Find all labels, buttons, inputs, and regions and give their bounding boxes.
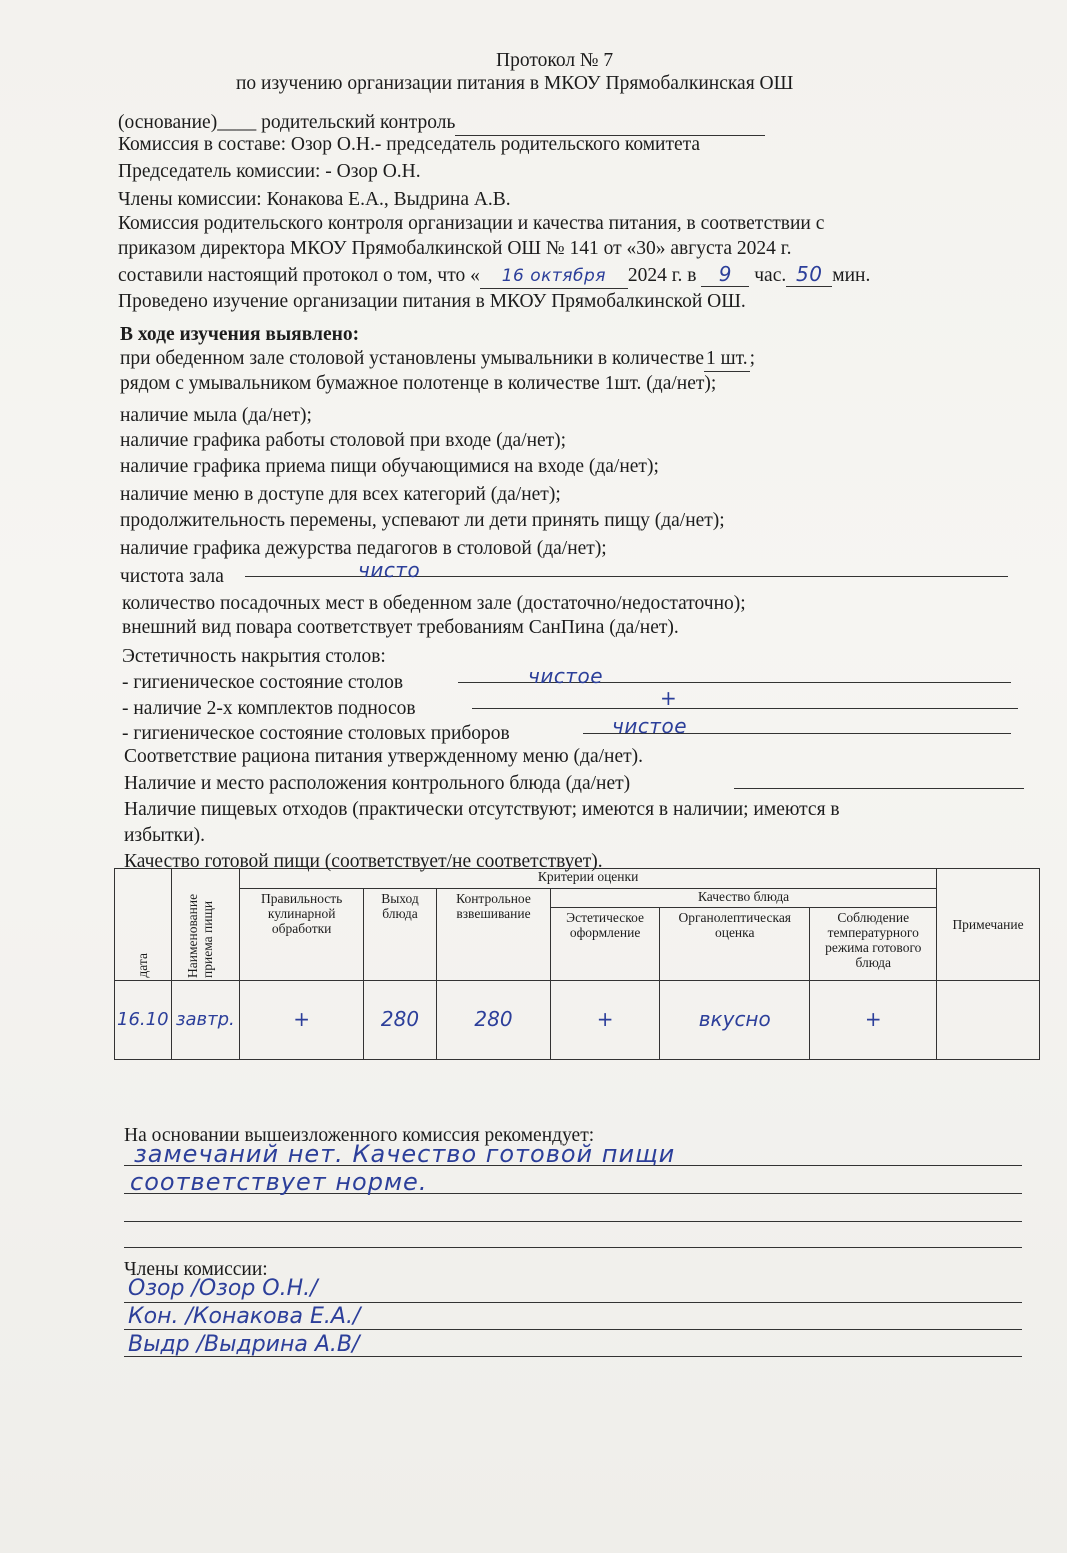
cell-meal: завтр. xyxy=(171,980,240,1059)
check-duty: наличие графика дежурства педагогов в столовой (да/нет); xyxy=(120,538,607,559)
signature-2: Кон. /Конакова Е.А./ xyxy=(128,1304,361,1329)
check-tables: - гигиеническое состояние столов xyxy=(122,672,404,693)
intro-line-4: Проведено изучение организации питания в МКОУ Прямобалкинской ОШ. xyxy=(118,291,746,312)
signatures-label: Члены комиссии: xyxy=(124,1259,268,1280)
cell-yield: 280 xyxy=(364,980,437,1059)
cutlery-handwritten: чистое xyxy=(612,714,688,738)
check-cook: внешний вид повара соответствует требованиям СанПина (да/нет). xyxy=(122,617,679,638)
check-aesthetics: Эстетичность накрытия столов: xyxy=(122,646,386,667)
signature-1: Озор /Озор О.Н./ xyxy=(128,1276,318,1301)
check-meal-schedule: наличие графика приема пищи обучающимися на входе (да/нет); xyxy=(120,456,659,477)
cell-temperature: + xyxy=(810,980,937,1059)
header-organoleptic: Органолептическая оценка xyxy=(660,907,810,980)
header-quality: Качество блюда xyxy=(551,889,937,907)
check-ration: Соответствие рациона питания утвержденному меню (да/нет). xyxy=(124,746,643,767)
header-yield: Выход блюда xyxy=(364,889,437,980)
header-aesthetic: Эстетическое оформление xyxy=(551,907,660,980)
check-waste-2: избытки). xyxy=(124,825,205,846)
check-towel: рядом с умывальником бумажное полотенце в количестве 1шт. (да/нет); xyxy=(120,373,717,394)
header-temperature: Соблюдение температурного режима готового блюда xyxy=(810,907,937,980)
recommendation-line-2: соответствует норме. xyxy=(130,1168,428,1196)
check-schedule: наличие графика работы столовой при входе (да/нет); xyxy=(120,430,567,451)
findings-heading: В ходе изучения выявлено: xyxy=(120,324,360,345)
date-handwritten: 16 октября xyxy=(480,264,628,289)
check-hall-cleanliness: чистота зала xyxy=(120,566,224,587)
protocol-title: Протокол № 7 xyxy=(496,50,614,71)
cell-culinary: + xyxy=(240,980,364,1059)
chair-line: Председатель комиссии: - Озор О.Н. xyxy=(118,161,421,182)
basis-line: (основание)____ родительский контроль xyxy=(118,111,765,136)
tables-handwritten: чистое xyxy=(528,664,604,688)
header-criteria: Критерии оценки xyxy=(240,869,937,889)
intro-line-1: Комиссия родительского контроля организации и качества питания, в соответствии с xyxy=(118,213,825,234)
check-waste-1: Наличие пищевых отходов (практически отсутствуют; имеются в наличии; имеются в xyxy=(124,799,840,820)
check-menu: наличие меню в доступе для всех категорий (да/нет); xyxy=(120,484,561,505)
cell-weigh: 280 xyxy=(436,980,550,1059)
header-weigh: Контрольное взвешивание xyxy=(436,889,550,980)
header-meal: Наименование приема пищи xyxy=(171,869,240,981)
hour-handwritten: 9 xyxy=(701,262,749,287)
cell-date: 16.10 xyxy=(115,980,172,1059)
signature-3: Выдр /Выдрина А.В/ xyxy=(128,1332,360,1357)
check-seats: количество посадочных мест в обеденном зале (достаточно/недостаточно); xyxy=(122,593,746,614)
header-culinary: Правильность кулинарной обработки xyxy=(240,889,364,980)
cell-organoleptic: вкусно xyxy=(660,980,810,1059)
intro-line-2: приказом директора МКОУ Прямобалкинской ОШ № 141 от «30» августа 2024 г. xyxy=(118,238,792,259)
header-note: Примечание xyxy=(937,869,1040,981)
check-cutlery: - гигиеническое состояние столовых приборов xyxy=(122,723,510,744)
members-line: Члены комиссии: Конакова Е.А., Выдрина А.В. xyxy=(118,189,511,210)
trays-handwritten: + xyxy=(660,686,678,710)
check-washbasins: при обеденном зале столовой установлены умывальники в количестве 1 шт. ; xyxy=(120,347,755,372)
hall-cleanliness-handwritten: чисто xyxy=(358,558,421,582)
cell-note xyxy=(937,980,1040,1059)
intro-line-3: составили настоящий протокол о том, что « 16 октября 2024 г. в 9 час. 50 мин. xyxy=(118,262,870,289)
table-row xyxy=(115,980,1040,1059)
check-control-dish: Наличие и место расположения контрольного блюда (да/нет) xyxy=(124,773,631,794)
check-soap: наличие мыла (да/нет); xyxy=(120,405,312,426)
recommendation-label: На основании вышеизложенного комиссия рекомендует: xyxy=(124,1125,595,1146)
protocol-subtitle: по изучению организации питания в МКОУ Прямобалкинская ОШ xyxy=(236,73,794,94)
check-food-quality: Качество готовой пищи (соответствует/не соответствует). xyxy=(124,851,603,872)
recommendation-line-1: замечаний нет. Качество готовой пищи xyxy=(134,1140,676,1168)
check-trays: - наличие 2-х комплектов подносов xyxy=(122,698,416,719)
commission-line: Комиссия в составе: Озор О.Н.- председатель родительского комитета xyxy=(118,134,701,155)
header-date: дата xyxy=(115,869,172,981)
evaluation-table xyxy=(114,868,1040,1060)
minute-handwritten: 50 xyxy=(786,262,832,287)
cell-aesthetic: + xyxy=(551,980,660,1059)
check-break: продолжительность перемены, успевают ли дети принять пищу (да/нет); xyxy=(120,510,725,531)
